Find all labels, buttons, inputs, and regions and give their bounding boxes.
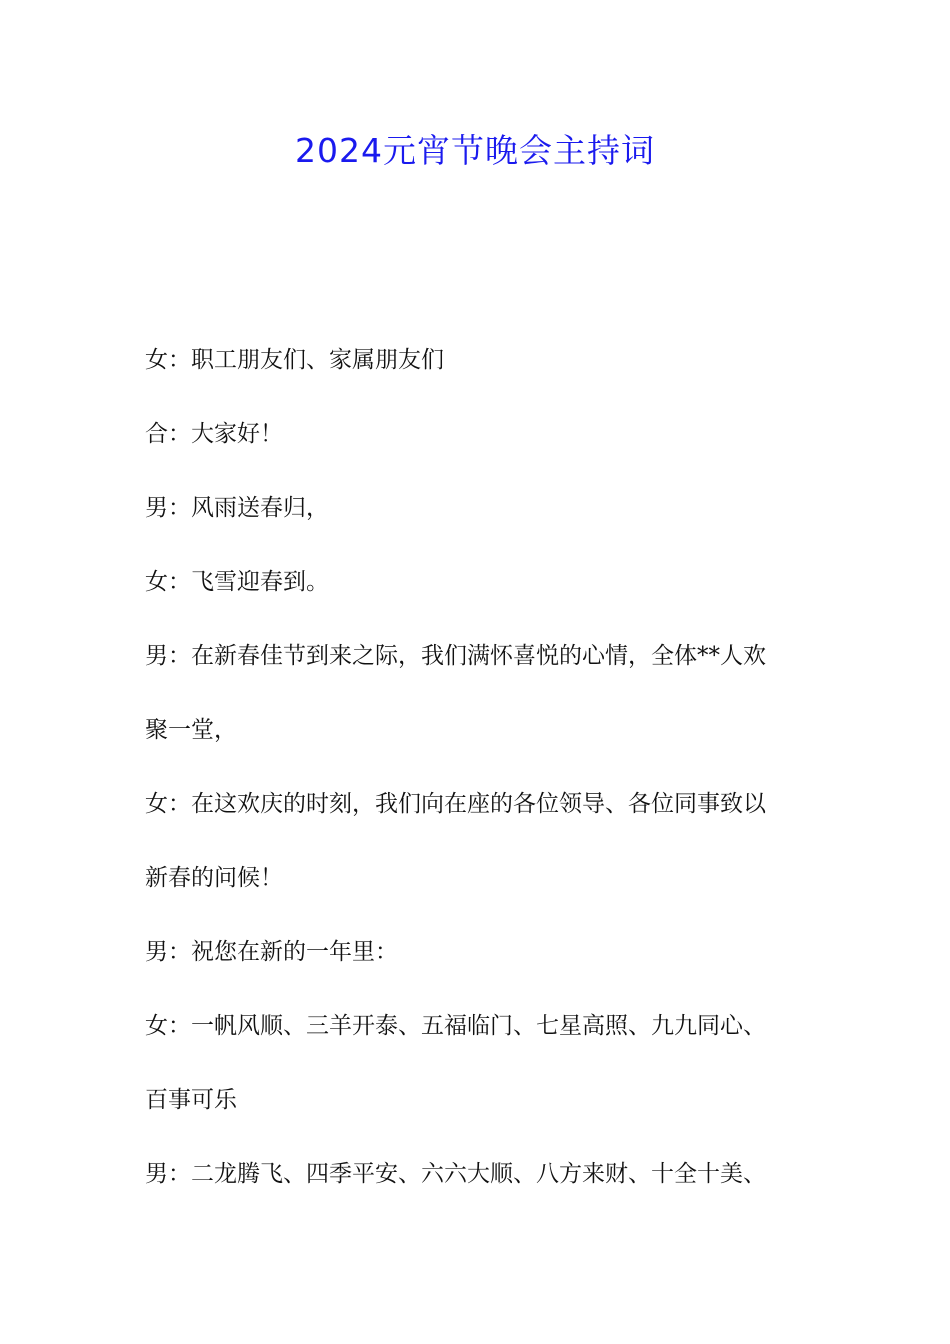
paragraph-line: 女：一帆风顺、三羊开泰、五福临门、七星高照、九九同心、 bbox=[145, 1013, 766, 1039]
document-body bbox=[145, 336, 815, 1224]
paragraph-line: 合：大家好！ bbox=[145, 421, 283, 447]
paragraph-line: 男：二龙腾飞、四季平安、六六大顺、八方来财、十全十美、 bbox=[145, 1161, 766, 1187]
paragraph-line: 新春的问候！ bbox=[145, 865, 283, 891]
paragraph-line: 聚一堂， bbox=[145, 717, 237, 743]
paragraph-line: 男：祝您在新的一年里： bbox=[145, 939, 398, 965]
paragraph-line: 女：在这欢庆的时刻，我们向在座的各位领导、各位同事致以 bbox=[145, 791, 766, 817]
paragraph-line: 女：飞雪迎春到。 bbox=[145, 569, 329, 595]
paragraph-line: 男：风雨送春归， bbox=[145, 495, 329, 521]
paragraph-line: 男：在新春佳节到来之际，我们满怀喜悦的心情，全体**人欢 bbox=[145, 643, 766, 669]
paragraph-line: 女：职工朋友们、家属朋友们 bbox=[145, 347, 444, 373]
paragraph-line: 百事可乐 bbox=[145, 1087, 237, 1113]
document-title: 2024元宵节晚会主持词 bbox=[295, 131, 655, 170]
